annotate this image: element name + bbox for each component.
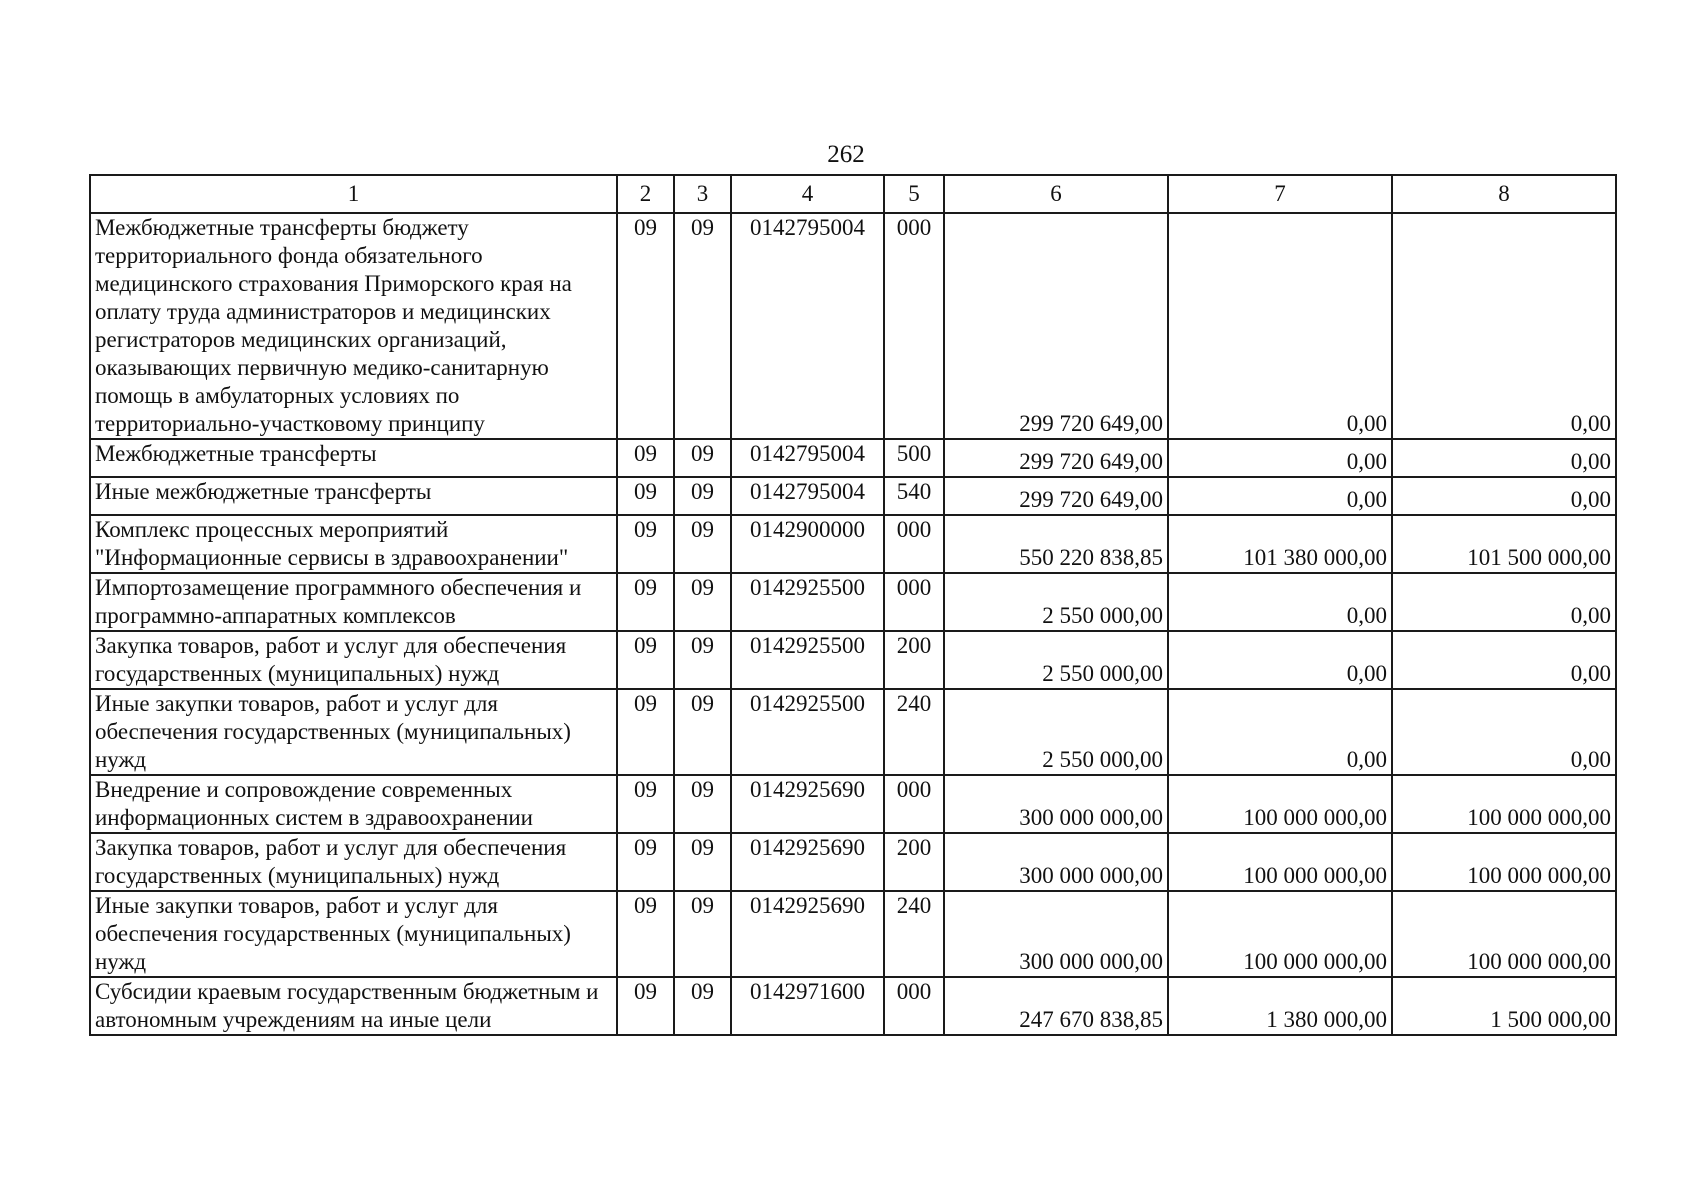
row-name-cell: Субсидии краевым государственным бюджетным и автономным учреждениям на иные цели: [90, 977, 617, 1035]
row-amount-year2-cell: 1 380 000,00: [1168, 977, 1392, 1035]
row-amount-year1-cell: 550 220 838,85: [944, 515, 1168, 573]
table-row: [90, 775, 1616, 833]
row-amount-year3-cell: 101 500 000,00: [1392, 515, 1616, 573]
row-amount-year1-cell: 2 550 000,00: [944, 573, 1168, 631]
header-cell-2: 2: [617, 175, 674, 213]
row-amount-year1-cell: 300 000 000,00: [944, 833, 1168, 891]
row-amount-year3-cell: 0,00: [1392, 477, 1616, 515]
row-amount-year3-cell: 0,00: [1392, 573, 1616, 631]
table-row: [90, 689, 1616, 775]
row-target-article-cell: 0142925690: [731, 833, 884, 891]
table-row: [90, 631, 1616, 689]
table-row: [90, 977, 1616, 1035]
header-cell-7: 7: [1168, 175, 1392, 213]
row-target-article-cell: 0142925690: [731, 891, 884, 977]
row-target-article-cell: 0142900000: [731, 515, 884, 573]
header-cell-5: 5: [884, 175, 944, 213]
row-section-cell: 09: [617, 689, 674, 775]
row-amount-year3-cell: 100 000 000,00: [1392, 833, 1616, 891]
table-row: [90, 515, 1616, 573]
row-subsection-cell: 09: [674, 775, 731, 833]
table-row: [90, 573, 1616, 631]
row-amount-year1-cell: 2 550 000,00: [944, 689, 1168, 775]
row-expense-type-cell: 000: [884, 977, 944, 1035]
header-cell-3: 3: [674, 175, 731, 213]
row-target-article-cell: 0142795004: [731, 439, 884, 477]
row-expense-type-cell: 000: [884, 573, 944, 631]
row-name-cell: Межбюджетные трансферты: [90, 439, 617, 477]
row-target-article-cell: 0142925500: [731, 631, 884, 689]
row-name-cell: Импортозамещение программного обеспечения и программно-аппаратных комплексов: [90, 573, 617, 631]
row-amount-year2-cell: 0,00: [1168, 573, 1392, 631]
header-cell-8: 8: [1392, 175, 1616, 213]
row-expense-type-cell: 540: [884, 477, 944, 515]
row-section-cell: 09: [617, 891, 674, 977]
row-subsection-cell: 09: [674, 833, 731, 891]
row-section-cell: 09: [617, 775, 674, 833]
row-amount-year1-cell: 299 720 649,00: [944, 439, 1168, 477]
row-amount-year1-cell: 299 720 649,00: [944, 477, 1168, 515]
row-target-article-cell: 0142925690: [731, 775, 884, 833]
row-expense-type-cell: 000: [884, 213, 944, 439]
row-amount-year3-cell: 1 500 000,00: [1392, 977, 1616, 1035]
table-row: [90, 439, 1616, 477]
row-amount-year3-cell: 0,00: [1392, 689, 1616, 775]
row-amount-year2-cell: 100 000 000,00: [1168, 833, 1392, 891]
table-row: [90, 891, 1616, 977]
row-name-cell: Закупка товаров, работ и услуг для обеспечения государственных (муниципальных) нужд: [90, 833, 617, 891]
page-number: 262: [827, 141, 865, 168]
row-amount-year1-cell: 2 550 000,00: [944, 631, 1168, 689]
row-section-cell: 09: [617, 573, 674, 631]
row-name-cell: Иные закупки товаров, работ и услуг для обеспечения государственных (муниципальных) нужд: [90, 689, 617, 775]
row-target-article-cell: 0142925500: [731, 689, 884, 775]
row-amount-year2-cell: 100 000 000,00: [1168, 775, 1392, 833]
row-name-cell: Внедрение и сопровождение современных информационных систем в здравоохранении: [90, 775, 617, 833]
row-amount-year1-cell: 247 670 838,85: [944, 977, 1168, 1035]
row-expense-type-cell: 200: [884, 833, 944, 891]
row-subsection-cell: 09: [674, 213, 731, 439]
row-amount-year1-cell: 300 000 000,00: [944, 891, 1168, 977]
row-target-article-cell: 0142925500: [731, 573, 884, 631]
row-expense-type-cell: 000: [884, 775, 944, 833]
row-subsection-cell: 09: [674, 689, 731, 775]
row-amount-year2-cell: 0,00: [1168, 213, 1392, 439]
row-section-cell: 09: [617, 213, 674, 439]
row-amount-year3-cell: 0,00: [1392, 439, 1616, 477]
row-subsection-cell: 09: [674, 891, 731, 977]
row-name-cell: Комплекс процессных мероприятий "Информационные сервисы в здравоохранении": [90, 515, 617, 573]
row-subsection-cell: 09: [674, 631, 731, 689]
row-subsection-cell: 09: [674, 477, 731, 515]
row-subsection-cell: 09: [674, 439, 731, 477]
table-body: [90, 213, 1616, 1035]
row-expense-type-cell: 240: [884, 891, 944, 977]
row-amount-year3-cell: 100 000 000,00: [1392, 775, 1616, 833]
row-name-cell: Межбюджетные трансферты бюджету территориального фонда обязательного медицинского страхования Приморского края на оплату труда администраторов и медицинских регистраторов медицинских организаций, оказывающих первичную медико-санитарную помощь в амбулаторных условиях по территориально-участковому принципу: [90, 213, 617, 439]
row-section-cell: 09: [617, 977, 674, 1035]
row-amount-year3-cell: 0,00: [1392, 631, 1616, 689]
row-target-article-cell: 0142795004: [731, 477, 884, 515]
table-row: [90, 213, 1616, 439]
row-section-cell: 09: [617, 631, 674, 689]
table-row: [90, 477, 1616, 515]
row-target-article-cell: 0142971600: [731, 977, 884, 1035]
row-amount-year1-cell: 299 720 649,00: [944, 213, 1168, 439]
row-amount-year1-cell: 300 000 000,00: [944, 775, 1168, 833]
row-amount-year3-cell: 0,00: [1392, 213, 1616, 439]
row-expense-type-cell: 240: [884, 689, 944, 775]
budget-table: [89, 174, 1617, 1036]
header-row: [90, 175, 1616, 213]
row-section-cell: 09: [617, 515, 674, 573]
row-amount-year2-cell: 0,00: [1168, 477, 1392, 515]
row-amount-year2-cell: 100 000 000,00: [1168, 891, 1392, 977]
row-expense-type-cell: 000: [884, 515, 944, 573]
row-subsection-cell: 09: [674, 515, 731, 573]
row-expense-type-cell: 500: [884, 439, 944, 477]
table-row: [90, 833, 1616, 891]
row-subsection-cell: 09: [674, 573, 731, 631]
row-section-cell: 09: [617, 439, 674, 477]
row-name-cell: Иные межбюджетные трансферты: [90, 477, 617, 515]
row-name-cell: Иные закупки товаров, работ и услуг для обеспечения государственных (муниципальных) нужд: [90, 891, 617, 977]
row-amount-year2-cell: 0,00: [1168, 631, 1392, 689]
row-expense-type-cell: 200: [884, 631, 944, 689]
header-cell-1: 1: [90, 175, 617, 213]
row-amount-year3-cell: 100 000 000,00: [1392, 891, 1616, 977]
header-cell-4: 4: [731, 175, 884, 213]
row-section-cell: 09: [617, 477, 674, 515]
row-section-cell: 09: [617, 833, 674, 891]
row-subsection-cell: 09: [674, 977, 731, 1035]
row-amount-year2-cell: 0,00: [1168, 439, 1392, 477]
row-amount-year2-cell: 101 380 000,00: [1168, 515, 1392, 573]
row-amount-year2-cell: 0,00: [1168, 689, 1392, 775]
row-name-cell: Закупка товаров, работ и услуг для обеспечения государственных (муниципальных) нужд: [90, 631, 617, 689]
header-cell-6: 6: [944, 175, 1168, 213]
row-target-article-cell: 0142795004: [731, 213, 884, 439]
